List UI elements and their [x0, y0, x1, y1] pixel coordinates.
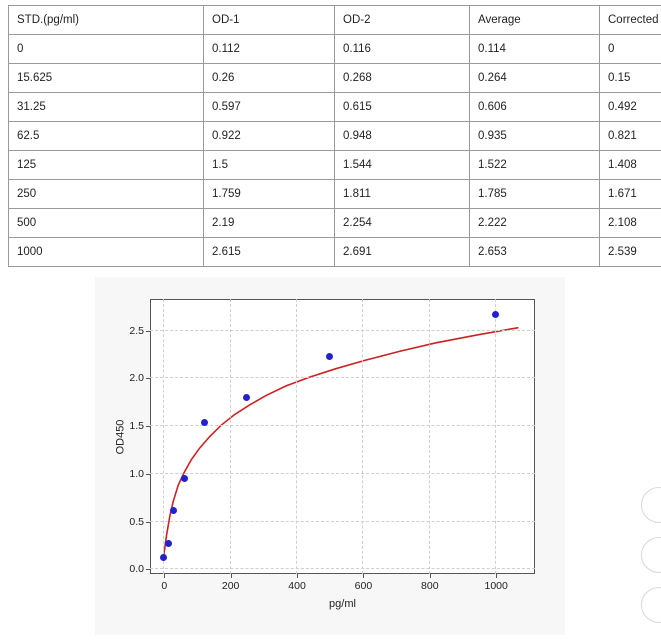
y-tick-mark [146, 474, 150, 475]
x-gridline [484, 299, 508, 592]
y-gridline [129, 563, 535, 576]
x-tick-label: 600 [354, 580, 373, 592]
x-tick-mark [164, 574, 165, 578]
cell-std: 31.25 [9, 93, 204, 122]
data-point [160, 554, 167, 561]
cell-od2: 1.544 [335, 151, 470, 180]
cell-corrected: 2.539 [600, 238, 661, 267]
x-gridline [161, 299, 168, 592]
y-tick-label: 2.5 [129, 324, 144, 337]
y-gridline [129, 324, 535, 337]
data-point [165, 540, 172, 547]
y-tick-mark [146, 569, 150, 570]
cell-average: 0.935 [470, 122, 600, 151]
x-gridline [288, 299, 306, 592]
y-tick-mark [146, 522, 150, 523]
y-tick-label: 1.5 [129, 420, 144, 433]
cell-od1: 1.759 [204, 180, 335, 209]
cell-corrected: 1.408 [600, 151, 661, 180]
x-tick-mark [363, 574, 364, 578]
y-gridline [129, 467, 535, 480]
x-tick-mark [297, 574, 298, 578]
cell-corrected: 0 [600, 35, 661, 64]
table-body [9, 6, 661, 267]
y-gridline [129, 515, 535, 528]
page-edge-arc-decoration [641, 537, 661, 573]
table-header-row [9, 6, 661, 35]
data-point [170, 507, 177, 514]
x-gridline [421, 299, 439, 592]
table-row [9, 35, 661, 64]
cell-od2: 0.116 [335, 35, 470, 64]
fit-curve [150, 299, 535, 574]
column-header-std: STD.(pg/ml) [9, 6, 204, 35]
cell-od1: 0.597 [204, 93, 335, 122]
cell-od1: 1.5 [204, 151, 335, 180]
cell-corrected: 1.671 [600, 180, 661, 209]
x-tick-label: 1000 [484, 580, 508, 592]
column-header-od1: OD-1 [204, 6, 335, 35]
x-tick-mark [430, 574, 431, 578]
y-gridline [129, 372, 535, 385]
y-tick-label: 2.0 [129, 372, 144, 385]
y-tick-label: 1.0 [129, 467, 144, 480]
cell-average: 2.653 [470, 238, 600, 267]
table-row [9, 122, 661, 151]
x-tick-label: 200 [221, 580, 240, 592]
cell-std: 250 [9, 180, 204, 209]
y-axis-title: OD450 [114, 419, 127, 454]
table-row [9, 64, 661, 93]
cell-od2: 0.948 [335, 122, 470, 151]
cell-average: 0.606 [470, 93, 600, 122]
table-row [9, 180, 661, 209]
x-tick-mark [231, 574, 232, 578]
cell-od1: 2.19 [204, 209, 335, 238]
cell-od2: 0.615 [335, 93, 470, 122]
x-axis-title: pg/ml [329, 598, 356, 610]
y-tick-label: 0.5 [129, 515, 144, 528]
cell-std: 1000 [9, 238, 204, 267]
x-tick-label: 0 [161, 580, 168, 592]
cell-od2: 0.268 [335, 64, 470, 93]
y-gridline [129, 420, 535, 433]
x-tick-label: 800 [421, 580, 439, 592]
cell-od2: 2.254 [335, 209, 470, 238]
standard-curve-table [8, 5, 661, 267]
cell-corrected: 0.15 [600, 64, 661, 93]
standard-curve-chart-panel [95, 277, 565, 635]
table-row [9, 238, 661, 267]
cell-std: 500 [9, 209, 204, 238]
cell-od1: 0.26 [204, 64, 335, 93]
cell-corrected: 0.821 [600, 122, 661, 151]
cell-od2: 2.691 [335, 238, 470, 267]
cell-od1: 0.922 [204, 122, 335, 151]
y-tick-mark [146, 426, 150, 427]
table-row [9, 93, 661, 122]
cell-std: 0 [9, 35, 204, 64]
data-point [326, 353, 333, 360]
cell-od1: 0.112 [204, 35, 335, 64]
y-tick-mark [146, 378, 150, 379]
cell-average: 1.785 [470, 180, 600, 209]
cell-average: 0.114 [470, 35, 600, 64]
x-tick-label: 400 [288, 580, 306, 592]
cell-std: 125 [9, 151, 204, 180]
x-tick-mark [496, 574, 497, 578]
table-row [9, 151, 661, 180]
cell-average: 1.522 [470, 151, 600, 180]
cell-corrected: 0.492 [600, 93, 661, 122]
cell-average: 0.264 [470, 64, 600, 93]
cell-average: 2.222 [470, 209, 600, 238]
column-header-average: Average [470, 6, 600, 35]
standard-curve-table-container [8, 5, 659, 267]
x-gridline [354, 299, 373, 592]
column-header-corrected: Corrected [600, 6, 661, 35]
cell-od1: 2.615 [204, 238, 335, 267]
y-tick-label: 0.0 [129, 563, 144, 576]
page-edge-arc-decoration [641, 487, 661, 523]
x-gridline [221, 299, 240, 592]
page-edge-arc-decoration [641, 587, 661, 623]
cell-std: 15.625 [9, 64, 204, 93]
y-tick-mark [146, 331, 150, 332]
column-header-od2: OD-2 [335, 6, 470, 35]
chart-plot-area [114, 299, 535, 610]
cell-od2: 1.811 [335, 180, 470, 209]
cell-corrected: 2.108 [600, 209, 661, 238]
table-row [9, 209, 661, 238]
cell-std: 62.5 [9, 122, 204, 151]
